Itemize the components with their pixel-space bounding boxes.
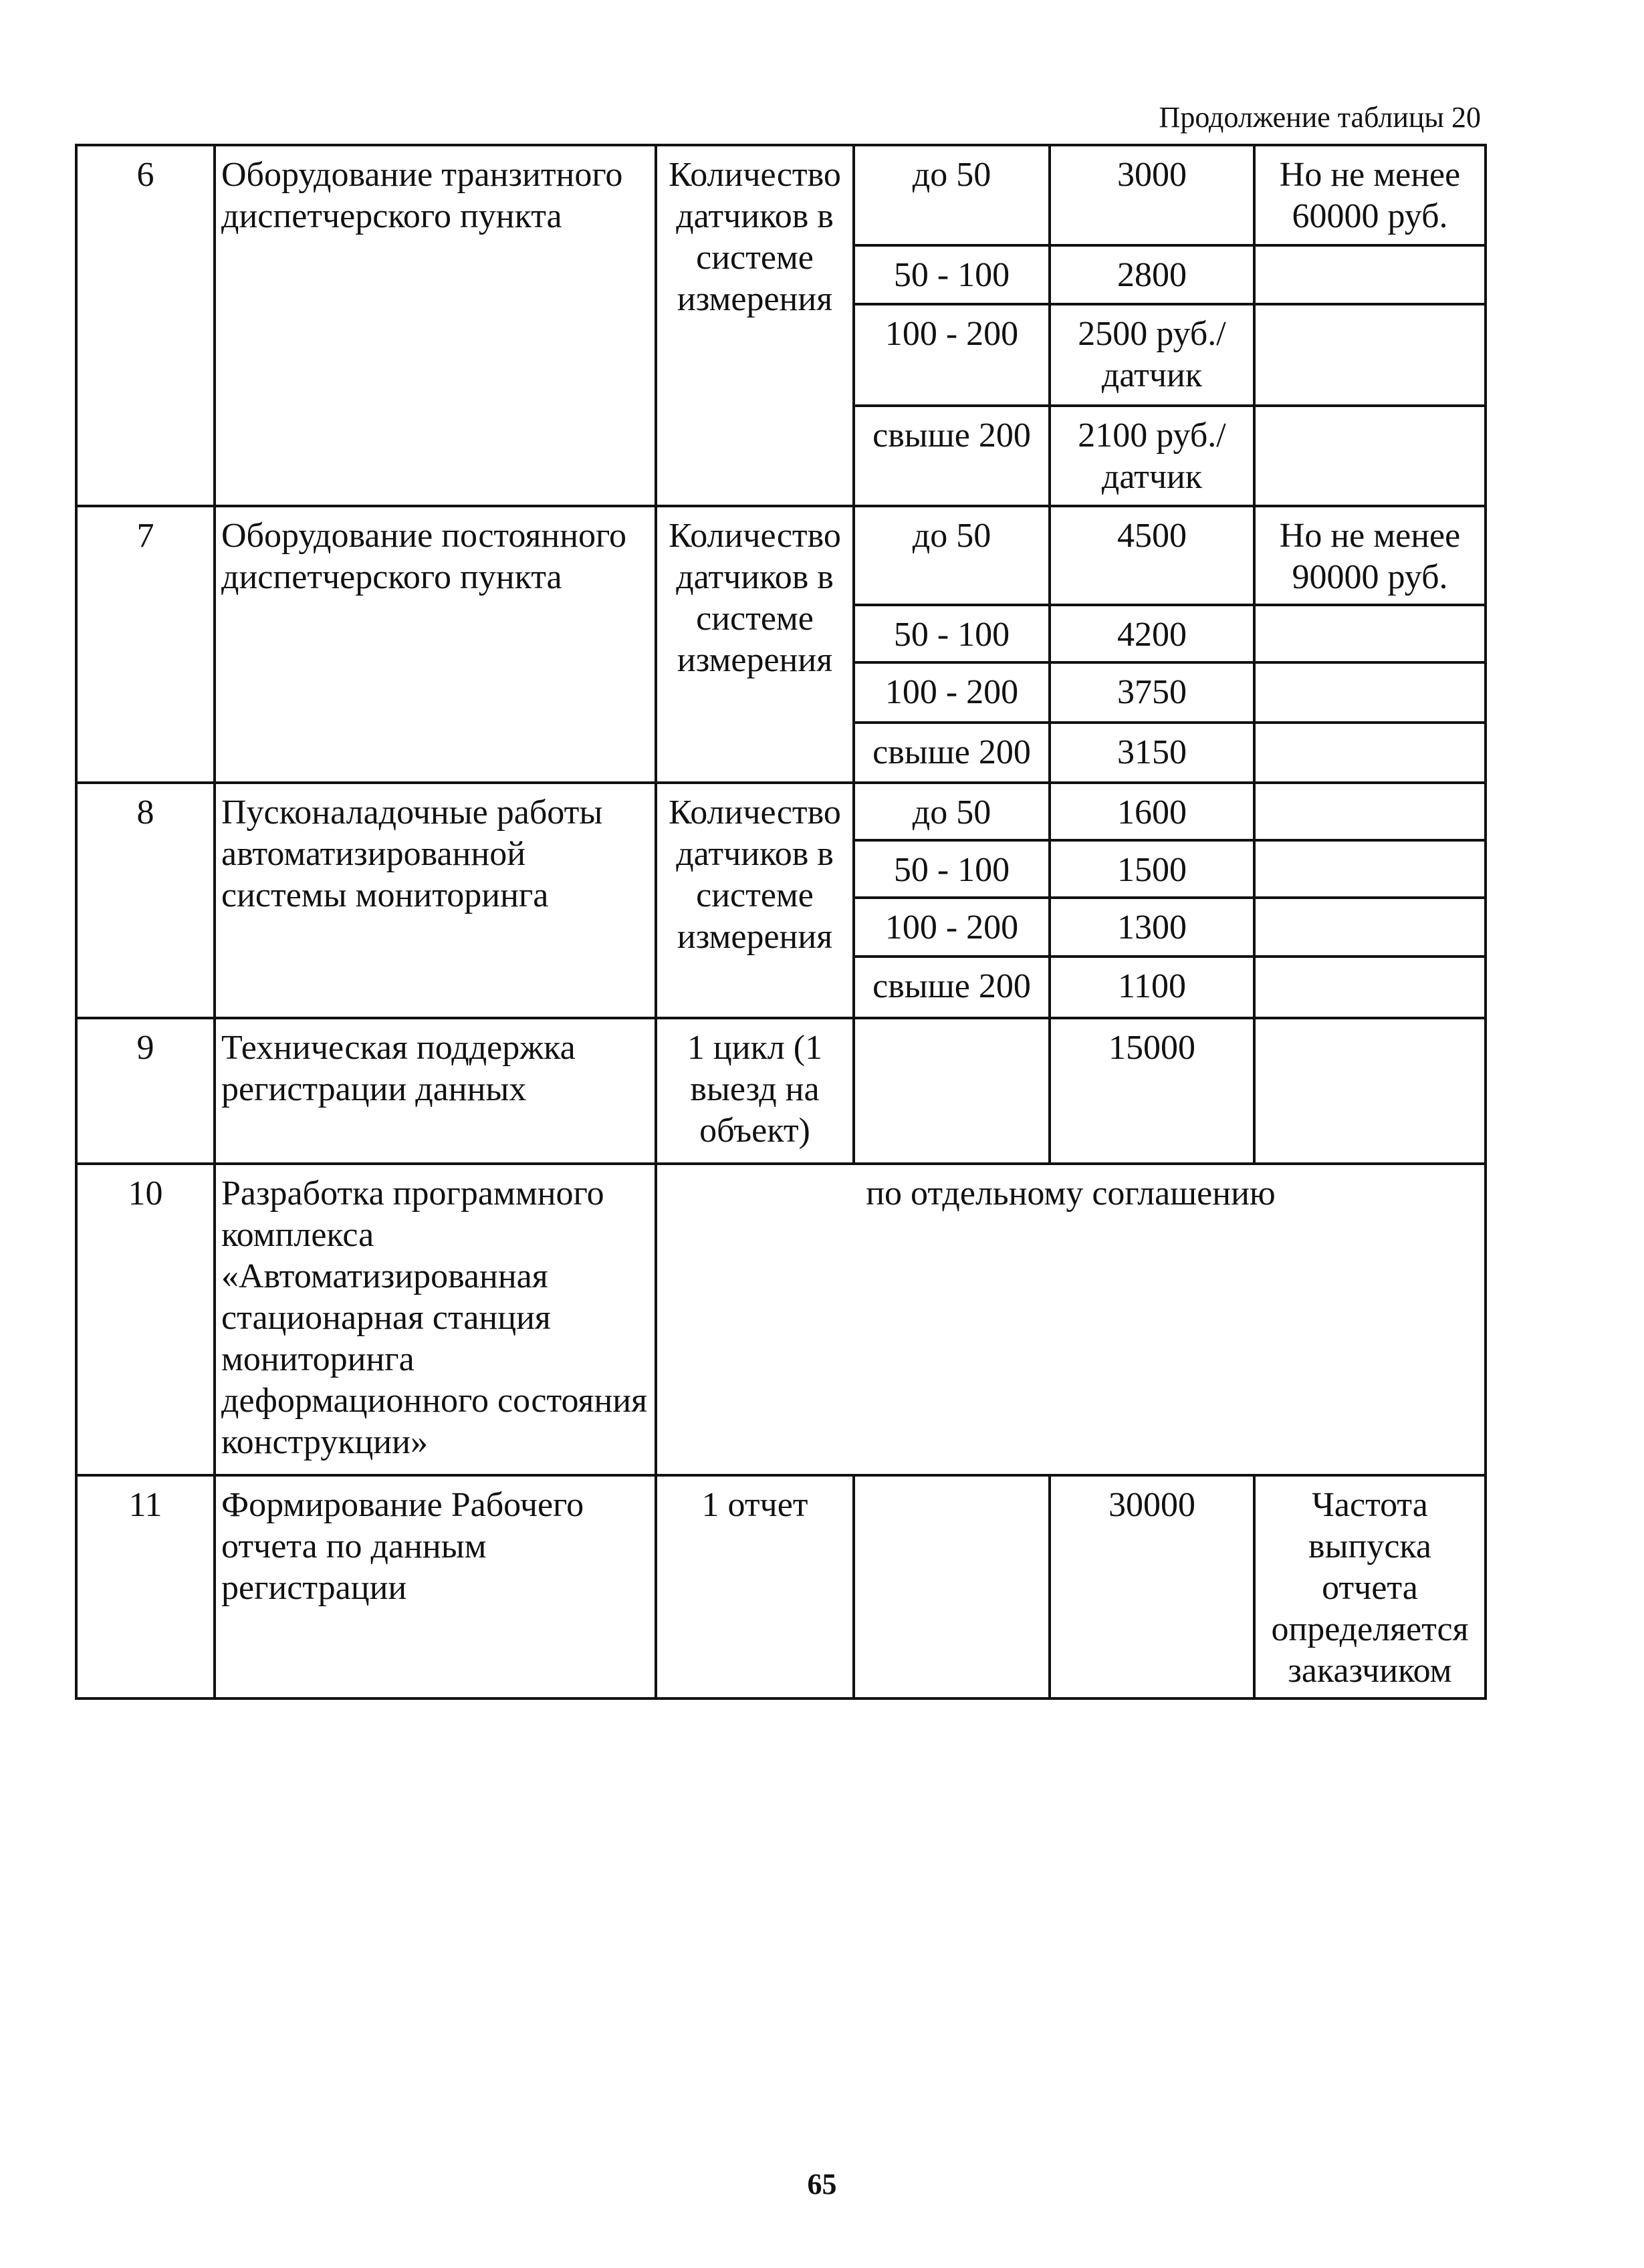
note xyxy=(1254,783,1486,840)
note xyxy=(1254,406,1486,506)
note xyxy=(1254,605,1486,662)
service-name: Оборудование постоянного диспетчерского пункта xyxy=(215,506,656,783)
price: 1100 xyxy=(1050,957,1254,1018)
price: 15000 xyxy=(1050,1018,1254,1164)
price: 3150 xyxy=(1050,723,1254,783)
note xyxy=(1254,662,1486,723)
note xyxy=(1254,957,1486,1018)
table-row xyxy=(76,783,1486,840)
table-row xyxy=(76,1018,1486,1164)
merged-terms-cell: по отдельному соглашению xyxy=(656,1164,1486,1475)
service-name: Формирование Рабочего отчета по данным регистрации xyxy=(215,1475,656,1698)
sensor-range: свыше 200 xyxy=(854,406,1050,506)
row-number: 7 xyxy=(76,506,215,783)
note xyxy=(1254,723,1486,783)
sensor-range: до 50 xyxy=(854,145,1050,245)
table-continuation-caption: Продолжение таблицы 20 xyxy=(1159,101,1481,134)
sensor-range: 50 - 100 xyxy=(854,245,1050,304)
unit-of-measure: Количество датчиков в системе измерения xyxy=(656,145,854,506)
table-row xyxy=(76,145,1486,245)
sensor-range: 100 - 200 xyxy=(854,898,1050,957)
table-row xyxy=(76,506,1486,605)
service-name: Пусконаладочные работы автоматизированной системы мониторинга xyxy=(215,783,656,1018)
sensor-range: 50 - 100 xyxy=(854,605,1050,662)
note: Но не менее 90000 руб. xyxy=(1254,506,1486,605)
price: 2800 xyxy=(1050,245,1254,304)
price: 2100 руб./датчик xyxy=(1050,406,1254,506)
sensor-range: свыше 200 xyxy=(854,723,1050,783)
sensor-range: до 50 xyxy=(854,783,1050,840)
row-number: 11 xyxy=(76,1475,215,1698)
note: Но не менее 60000 руб. xyxy=(1254,145,1486,245)
row-number: 8 xyxy=(76,783,215,1018)
price: 3750 xyxy=(1050,662,1254,723)
price: 1600 xyxy=(1050,783,1254,840)
price: 4500 xyxy=(1050,506,1254,605)
unit-of-measure: 1 отчет xyxy=(656,1475,854,1698)
service-name: Техническая поддержка регистрации данных xyxy=(215,1018,656,1164)
price: 2500 руб./датчик xyxy=(1050,304,1254,406)
unit-of-measure: Количество датчиков в системе измерения xyxy=(656,506,854,783)
price: 3000 xyxy=(1050,145,1254,245)
price: 30000 xyxy=(1050,1475,1254,1698)
price: 1500 xyxy=(1050,840,1254,898)
table-row xyxy=(76,1475,1486,1698)
sensor-range xyxy=(854,1018,1050,1164)
unit-of-measure: Количество датчиков в системе измерения xyxy=(656,783,854,1018)
note xyxy=(1254,898,1486,957)
sensor-range: 50 - 100 xyxy=(854,840,1050,898)
unit-of-measure: 1 цикл (1 выезд на объект) xyxy=(656,1018,854,1164)
sensor-range: свыше 200 xyxy=(854,957,1050,1018)
price: 4200 xyxy=(1050,605,1254,662)
row-number: 9 xyxy=(76,1018,215,1164)
price: 1300 xyxy=(1050,898,1254,957)
note xyxy=(1254,245,1486,304)
sensor-range: 100 - 200 xyxy=(854,304,1050,406)
sensor-range: до 50 xyxy=(854,506,1050,605)
note: Частота выпуска отчета определяется заказчиком xyxy=(1254,1475,1486,1698)
service-name: Оборудование транзитного диспетчерского пункта xyxy=(215,145,656,506)
sensor-range xyxy=(854,1475,1050,1698)
note xyxy=(1254,1018,1486,1164)
note xyxy=(1254,840,1486,898)
page-number: 65 xyxy=(807,2168,837,2200)
row-number: 6 xyxy=(76,145,215,506)
note xyxy=(1254,304,1486,406)
table-row xyxy=(76,1164,1486,1475)
service-name: Разработка программного комплекса «Автоматизированная стационарная станция мониторинга деформационного состояния конструкции» xyxy=(215,1164,656,1475)
sensor-range: 100 - 200 xyxy=(854,662,1050,723)
row-number: 10 xyxy=(76,1164,215,1475)
pricing-table xyxy=(75,144,1487,1700)
